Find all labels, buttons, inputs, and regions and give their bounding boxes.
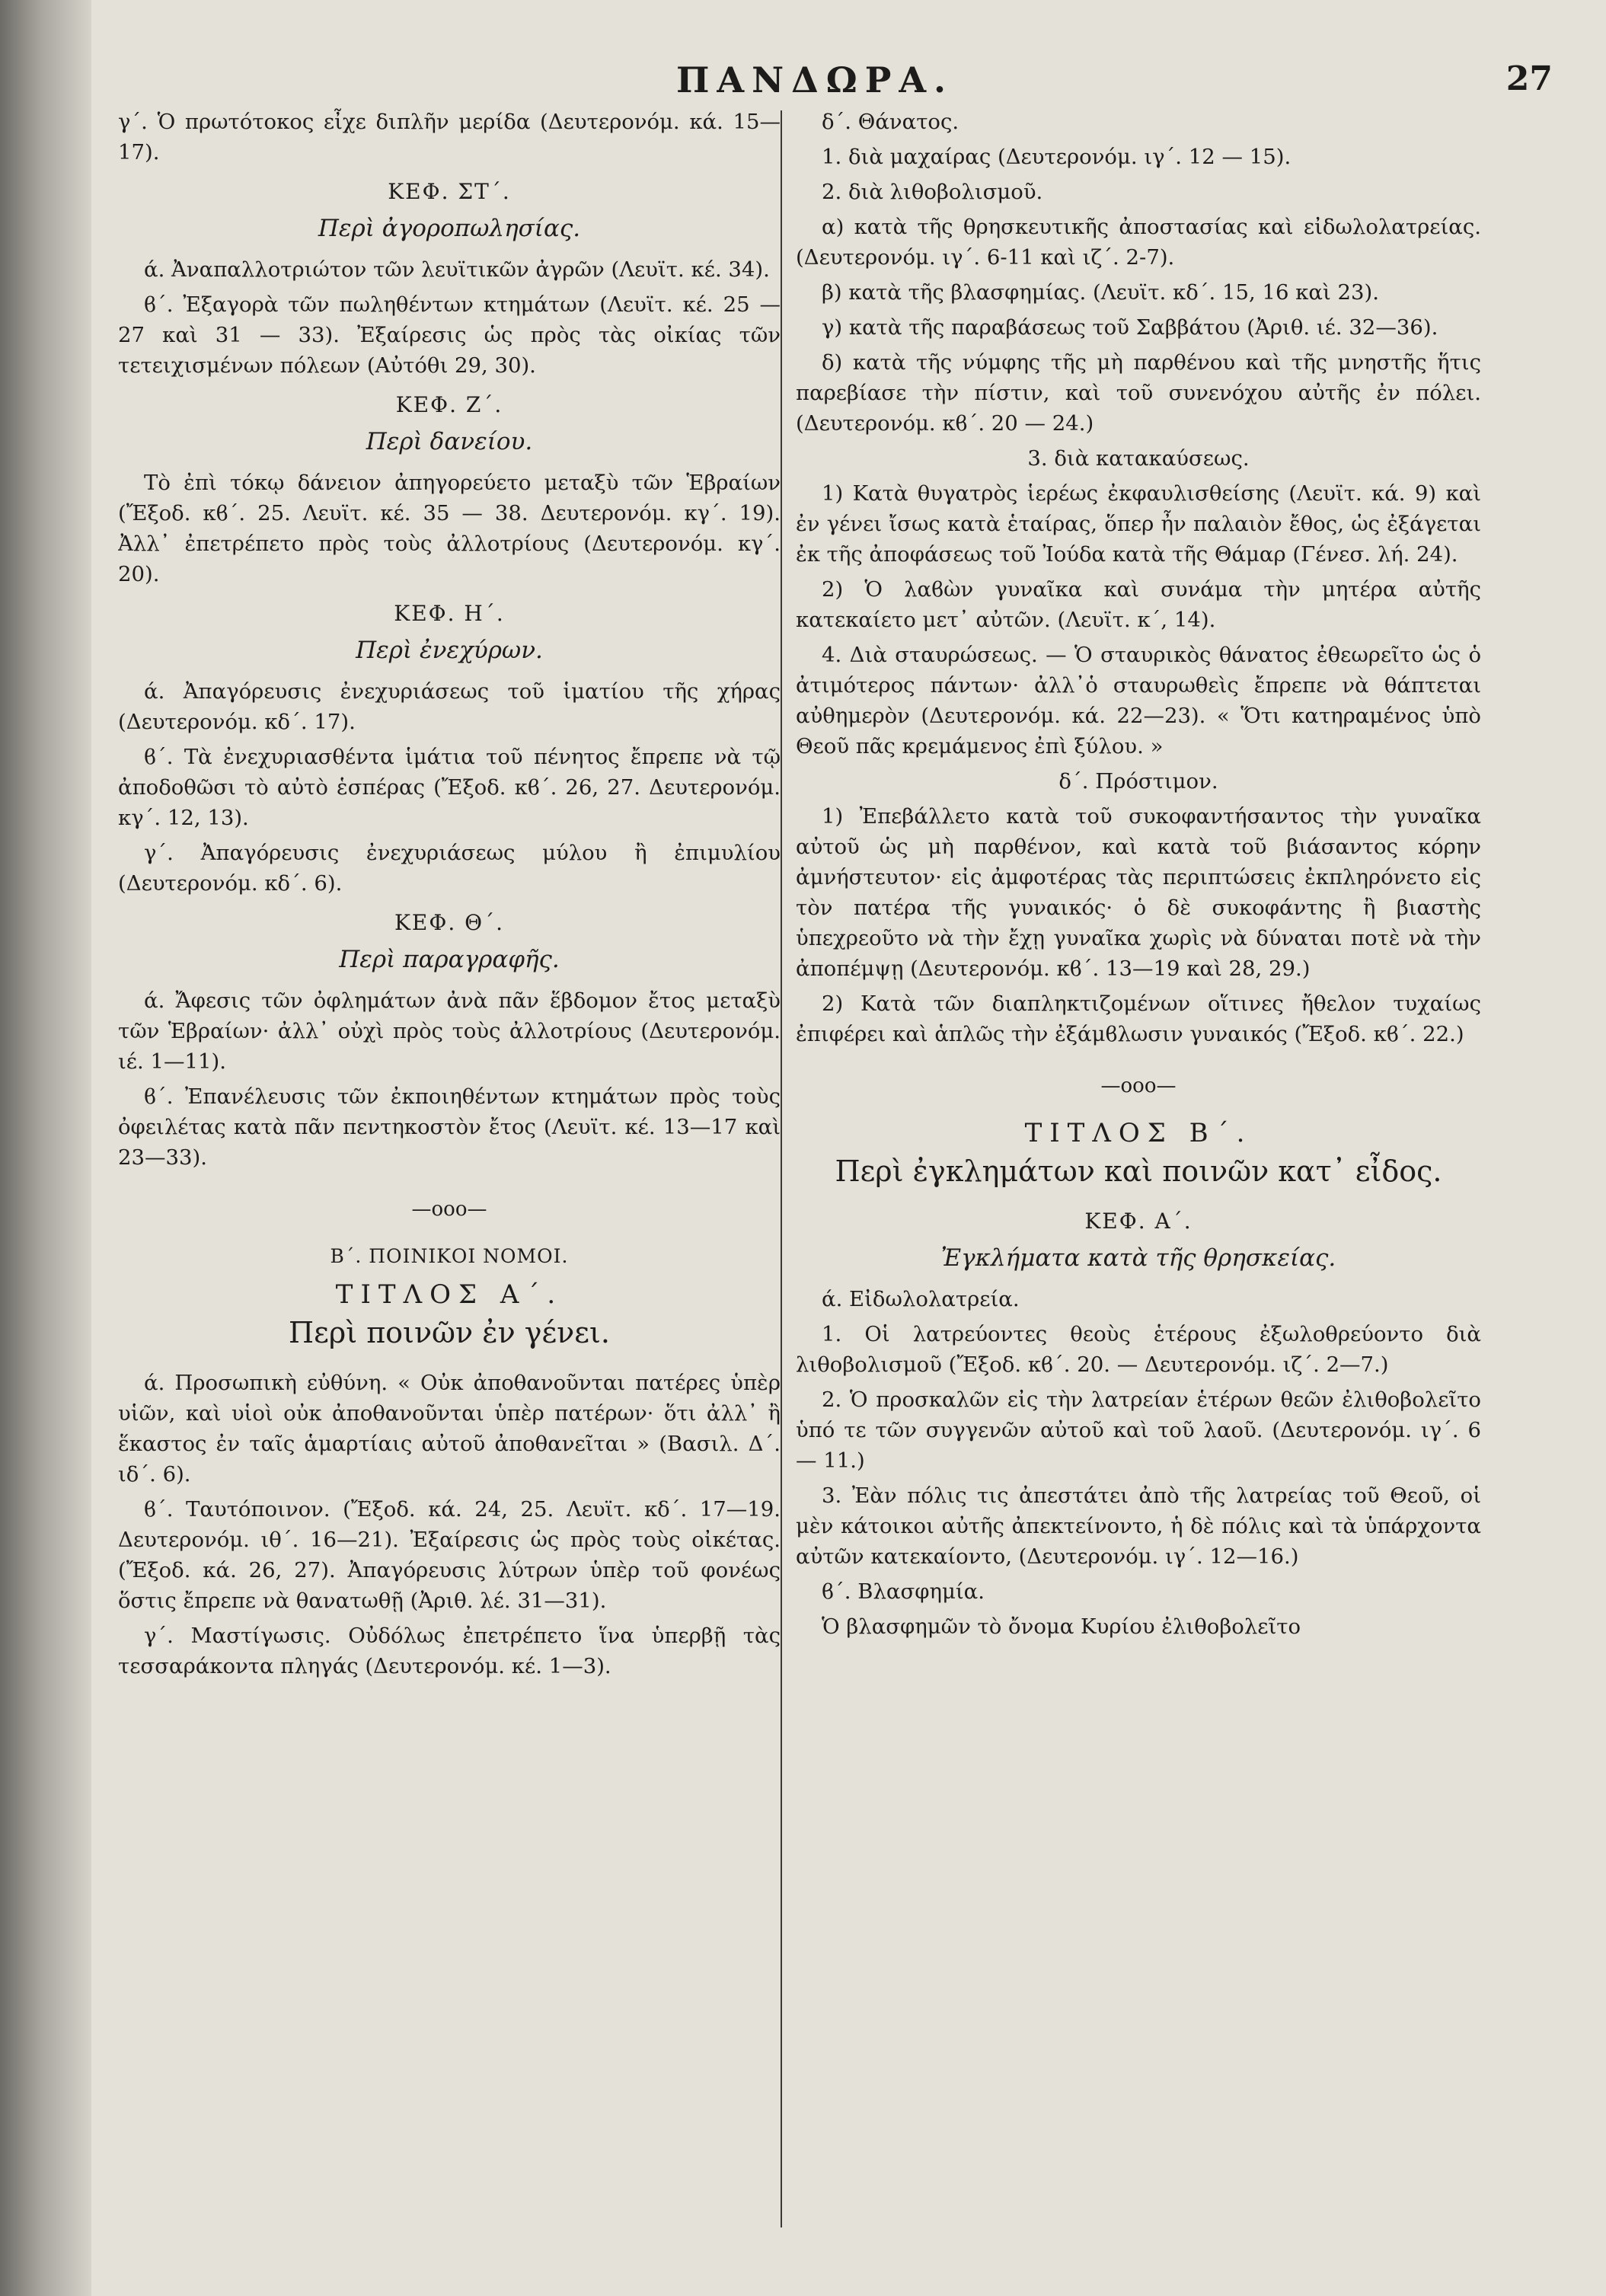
paragraph: Ὁ βλασφημῶν τὸ ὄνομα Κυρίου ἐλιθοβολεῖτο [822,1614,1301,1639]
paragraph: ϐ΄. Βλασφημία. [822,1579,985,1604]
paragraph: ά. Ἄφεσις τῶν ὀφλημάτων ἀνὰ πᾶν ἕβδομον ἔτος μεταξὺ τῶν Ἑβραίων· ἀλλ᾽ οὐχὶ πρὸς τοὺς ἀλλοτρίους (Δευτερονόμ. ιέ. 1—11). [118,988,781,1074]
ornament-divider: —οοο— [1100,1075,1177,1097]
paragraph: ϐ΄. Τὰ ἐνεχυριασθέντα ἱμάτια τοῦ πένητος ἔπρεπε νὰ τῷ ἀποδοθῶσι τὸ αὐτὸ ἑσπέρας (Ἔξοδ. κϐ΄. 26, 27. Δευτερονόμ. κγ΄. 12, 13). [118,745,781,830]
paragraph: δ) κατὰ τῆς νύμφης τῆς μὴ παρθένου καὶ τῆς μνηστῆς ἥτις παρεβίασε τὴν πίστιν, καὶ τοῦ συνενόχου αὐτῆς ἐν πόλει. (Δευτερονόμ. κϐ΄. 20 — 24.) [796,350,1481,436]
paragraph: 2. Ὁ προσκαλῶν εἰς τὴν λατρείαν ἑτέρων θεῶν ἐλιθοβολεῖτο ὑπό τε τῶν συγγενῶν αὐτοῦ καὶ τοῦ λαοῦ. (Δευτερονόμ. ιγ΄. 6 — 11.) [796,1387,1481,1473]
paragraph: 2) Ὁ λαϐὼν γυναῖκα καὶ συνάμα τὴν μητέρα αὐτῆς κατεκαίετο μετ᾽ αὐτῶν. (Λευϊτ. κ΄, 14). [796,577,1481,632]
column-divider [781,110,782,2227]
paragraph: 4. Διὰ σταυρώσεως. — Ὁ σταυρικὸς θάνατος ἐθεωρεῖτο ὡς ὁ ἀτιμότερος πάντων· ἀλλ᾽ὁ σταυρωθεὶς ἔπρεπε νὰ θάπτεται αὐθημερὸν (Δευτερονόμ. κά. 22—23). « Ὅτι κατηραμένος ὑπὸ Θεοῦ πᾶς κρεμάμενος ἐπὶ ξύλου. » [796,643,1481,758]
paragraph: 3. Ἐὰν πόλις τις ἀπεστάτει ἀπὸ τῆς λατρείας τοῦ Θεοῦ, οἱ μὲν κάτοικοι αὐτῆς ἀπεκτείνοντο, ἡ δὲ πόλις καὶ τὰ ὑπάρχοντα αὐτῶν κατεκαίοντο, (Δευτερονόμ. ιγ΄. 12—16.) [796,1483,1481,1569]
paragraph: ά. Ἀναπαλλοτριώτον τῶν λευϊτικῶν ἀγρῶν (Λευϊτ. κέ. 34). [144,257,770,282]
paragraph: ά. Προσωπικὴ εὐθύνη. « Οὐκ ἀποθανοῦνται πατέρες ὑπὲρ υἱῶν, καὶ υἱοὶ οὐκ ἀποθανοῦνται ὑπὲρ πατέρων· ὅτι ἀλλ᾽ ἢ ἕκαστος ἐν ταῖς ἁμαρτίαις αὐτοῦ ἀποθανεῖται » (Βασιλ. Δ΄. ιδ΄. 6). [118,1371,781,1486]
paragraph: γ΄. Ἀπαγόρευσις ἐνεχυριάσεως μύλου ἢ ἐπιμυλίου (Δευτερονόμ. κδ΄. 6). [118,841,781,896]
chapter-heading: ΚΕΦ. Θ΄. [394,910,504,935]
chapter-subtitle: Περὶ δανείου. [366,428,533,455]
chapter-subtitle: Περὶ παραγραφῆς. [339,946,560,973]
paragraph: γ) κατὰ τῆς παραβάσεως τοῦ Σαββάτου (Ἀριθ. ιέ. 32—36). [822,315,1438,340]
paragraph: 3. διὰ κατακαύσεως. [1027,446,1250,471]
title-heading: ΤΙΤΛΟΣ Β΄. [1024,1118,1253,1148]
page-number: 27 [1505,59,1553,98]
paragraph: α) κατὰ τῆς θρησκευτικῆς ἀποστασίας καὶ εἰδωλολατρείας. (Δευτερονόμ. ιγ΄. 6-11 καὶ ιζ΄. 2-7). [796,215,1481,270]
paragraph: 1. Οἱ λατρεύοντες θεοὺς ἑτέρους ἐξωλοθρεύοντο διὰ λιθοβολισμοῦ (Ἔξοδ. κϐ΄. 20. — Δευτερονόμ. ιζ΄. 2—7.) [796,1322,1481,1377]
running-title: ΠΑΝΔΩΡΑ. [675,59,954,101]
book-gutter-shadow [0,0,91,2296]
paragraph: 2. διὰ λιθοβολισμοῦ. [822,180,1043,204]
paragraph: β) κατὰ τῆς βλασφημίας. (Λευϊτ. κδ΄. 15, 16 καὶ 23). [822,280,1379,305]
paragraph: δ΄. Πρόστιμον. [1058,769,1218,794]
paragraph: 1) Ἐπεβάλλετο κατὰ τοῦ συκοφαντήσαντος τὴν γυναῖκα αὐτοῦ ὡς μὴ παρθένον, καὶ κατὰ τοῦ βιάσαντος κόρην ἀμνήστευτον· εἰς ἀμφοτέρας τὰς περιπτώσεις ἐκπληρόνετο εἰς τὸν πατέρα τῆς γυναικός· ὁ δὲ συκοφάντης ἢ βιαστὴς ὑπεχρεοῦτο νὰ τὴν ἔχῃ γυναῖκα χωρὶς νὰ δύναται ποτὲ νὰ τὴν ἀποπέμψῃ (Δευτερονόμ. κϐ΄. 13—19 καὶ 28, 29.) [796,804,1481,981]
chapter-subtitle: Ἐγκλήματα κατὰ τῆς θρησκείας. [940,1244,1336,1272]
paragraph: γ΄. Ὁ πρωτότοκος εἶχε διπλῆν μερίδα (Δευτερονόμ. κά. 15—17). [118,110,781,164]
paragraph: Τὸ ἐπὶ τόκῳ δάνειον ἀπηγορεύετο μεταξὺ τῶν Ἑβραίων (Ἔξοδ. κϐ΄. 25. Λευϊτ. κέ. 35 — 38. Δευτερονόμ. κγ΄. 19). Ἀλλ᾽ ἐπετρέπετο πρὸς τοὺς ἀλλοτρίους (Δευτερονόμ. κγ΄. 20). [118,471,781,586]
paragraph: ά. Ἀπαγόρευσις ἐνεχυριάσεως τοῦ ἱματίου τῆς χήρας (Δευτερονόμ. κδ΄. 17). [118,679,781,734]
paragraph: δ΄. Θάνατος. [822,110,959,134]
paragraph: 1) Κατὰ θυγατρὸς ἱερέως ἐκφαυλισθείσης (Λευϊτ. κά. 9) καὶ ἐν γένει ἴσως κατὰ ἑταίρας, ὅπερ ἦν παλαιὸν ἔθος, ὡς ἐξάγεται ἐκ τῆς ἀποφάσεως τοῦ Ἰούδα κατὰ τῆς Θάμαρ (Γένεσ. λή. 24). [796,481,1481,567]
title-subtitle: Περὶ ποινῶν ἐν γένει. [289,1316,610,1349]
chapter-subtitle: Περὶ ἐνεχύρων. [356,637,543,664]
title-heading: ΤΙΤΛΟΣ Α΄. [335,1279,564,1310]
right-column [796,107,1481,2269]
chapter-heading: ΚΕΦ. Η΄. [394,601,505,626]
paragraph: ϐ΄. Ταυτόποινον. (Ἔξοδ. κά. 24, 25. Λευϊτ. κδ΄. 17—19. Δευτερονόμ. ιθ΄. 16—21). Ἐξαίρεσις ὡς πρὸς τοὺς οἰκέτας. (Ἔξοδ. κά. 26, 27). Ἀπαγόρευσις λύτρων ὑπὲρ τοῦ φονέως ὅστις ἔπρεπε νὰ θανατωθῇ (Ἀριθ. λέ. 31—31). [118,1497,781,1613]
chapter-heading: ΚΕΦ. Ζ΄. [395,392,503,417]
left-column [118,107,781,2269]
paragraph: 1. διὰ μαχαίρας (Δευτερονόμ. ιγ΄. 12 — 15). [822,145,1292,169]
paragraph: ϐ΄. Ἐξαγορὰ τῶν πωληθέντων κτημάτων (Λευϊτ. κέ. 25 — 27 καὶ 31 — 33). Ἐξαίρεσις ὡς πρὸς τὰς οἰκίας τῶν τετειχισμένων πόλεων (Αὐτόθι 29, 30). [118,292,781,378]
paragraph: ϐ΄. Ἐπανέλευσις τῶν ἐκποιηθέντων κτημάτων πρὸς τοὺς ὀφειλέτας κατὰ πᾶν πεντηκοστὸν ἔτος (Λευϊτ. κέ. 13—17 καὶ 23—33). [118,1084,781,1170]
paragraph: γ΄. Μαστίγωσις. Οὐδόλως ἐπετρέπετο ἵνα ὑπερβῇ τὰς τεσσαράκοντα πληγάς (Δευτερονόμ. κέ. 1—3). [118,1624,781,1678]
paragraph: ά. Εἰδωλολατρεία. [822,1287,1020,1311]
chapter-subtitle: Περὶ ἀγοροπωλησίας. [318,215,581,242]
paragraph: 2) Κατὰ τῶν διαπληκτιζομένων οἵτινες ἤθελον τυχαίως ἐπιφέρει καὶ ἁπλῶς τὴν ἐξάμϐλωσιν γυναικός (Ἔξοδ. κϐ΄. 22.) [796,992,1481,1046]
chapter-heading: ΚΕΦ. ΣΤ΄. [388,179,511,204]
book-page [91,0,1606,2296]
chapter-heading: ΚΕΦ. Α΄. [1084,1209,1193,1234]
section-heading: Β΄. ΠΟΙΝΙΚΟΙ ΝΟΜΟΙ. [330,1245,569,1267]
ornament-divider: —οοο— [411,1198,487,1221]
title-subtitle: Περὶ ἐγκλημάτων καὶ ποινῶν κατ᾽ εἶδος. [835,1154,1442,1188]
